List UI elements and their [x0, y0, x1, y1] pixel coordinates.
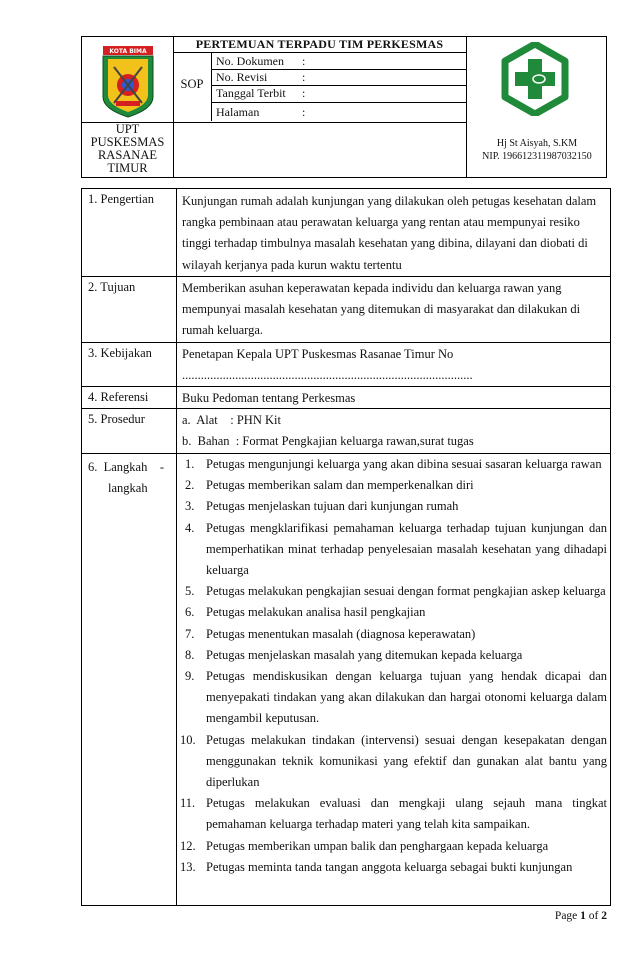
step-number: 8. [185, 647, 195, 662]
step-item [179, 454, 607, 475]
institution-line: TIMUR [107, 161, 148, 175]
divider [176, 189, 177, 905]
page-number [555, 910, 607, 922]
text-line: b. Bahan : Format Pengkajian keluarga rawan,surat tugas [182, 434, 474, 449]
step-number: 4. [185, 520, 195, 535]
text-line: tinggi terhadap timbulnya masalah kesehatan yang dibina, dilayani dan diobati di [182, 236, 588, 251]
step-item [179, 581, 607, 602]
text-line: wilayah kerjanya pada kurun waktu tertentu [182, 257, 402, 272]
step-item [179, 666, 607, 730]
label-line: 6. Langkah - [88, 460, 165, 474]
field-value-halaman: : [302, 105, 306, 119]
step-number: 5. [185, 584, 195, 599]
row-divider [82, 342, 610, 343]
divider [173, 122, 466, 123]
section-text-pengertian [182, 191, 607, 276]
text-line: Memberikan asuhan keperawatan kepada individu dan keluarga rawan yang [182, 281, 562, 295]
page-total: 2 [601, 910, 607, 922]
text-line: a. Alat : PHN Kit [182, 413, 281, 427]
step-text: Petugas melakukan evaluasi dan mengkaji ulang sejauh mana tingkat pemahaman keluarga terhadap materi yang telah kita sampaikan. [206, 796, 607, 832]
page-current: 1 [580, 910, 586, 922]
puskesmas-logo [501, 42, 569, 116]
field-value-no-dokumen: : [302, 54, 306, 68]
step-text: Petugas memberikan umpan balik dan penghargaan kepada keluarga [206, 838, 549, 853]
step-item [179, 496, 607, 517]
section-text-kebijakan [182, 344, 607, 386]
step-text: Petugas menentukan masalah (diagnosa keperawatan) [206, 626, 476, 641]
text-line: Kunjungan rumah adalah kunjungan yang dilakukan oleh petugas kesehatan dalam [182, 194, 597, 208]
row-divider [82, 276, 610, 277]
institution-name [82, 122, 173, 178]
label-line: langkah [108, 481, 148, 496]
field-label-halaman: Halaman [216, 105, 260, 119]
step-item [179, 645, 607, 666]
field-label-no-dokumen: No. Dokumen [216, 54, 284, 68]
step-number: 7. [185, 626, 195, 641]
section-label-pengertian: 1. Pengertian [88, 192, 154, 206]
step-text: Petugas meminta tanda tangan anggota keluarga sebagai bukti kunjungan [206, 859, 573, 874]
row-divider [82, 408, 610, 409]
institution-line: UPT [115, 122, 140, 136]
text-line: rumah keluarga. [182, 323, 263, 338]
row-divider [82, 386, 610, 387]
section-label-tujuan: 2. Tujuan [88, 280, 136, 294]
section-label-prosedur: 5. Prosedur [88, 412, 145, 426]
institution-line: PUSKESMAS [90, 135, 165, 149]
step-number: 6. [185, 605, 195, 620]
step-item [179, 857, 607, 878]
page-of: of [585, 910, 602, 922]
step-text: Petugas mengunjungi keluarga yang akan dibina sesuai sasaran keluarga rawan [206, 457, 602, 471]
step-item [179, 793, 607, 835]
steps-ordered-list [179, 454, 607, 878]
step-number: 2. [185, 478, 195, 493]
step-text: Petugas mengklarifikasi pemahaman keluarga terhadap tujuan kunjungan dan memperhatikan minat terhadap penyelesaian masalah kesehatan yang dihadapi keluarga [206, 520, 607, 578]
step-item [179, 475, 607, 496]
step-text: Petugas mendiskusikan dengan keluarga tujuan yang hendak dicapai dan menyepakati tindakan yang akan dilakukan dan hargai otonomi keluarga dalam mengambil keputusan. [206, 669, 607, 726]
text-line: Buku Pedoman tentang Perkesmas [182, 391, 356, 405]
text-line: ............................................................................................. [182, 368, 473, 383]
signatory-name: Hj St Aisyah, S.KM [496, 138, 578, 149]
divider [173, 37, 174, 177]
institution-line: RASANAE [97, 148, 158, 162]
section-label-referensi: 4. Referensi [88, 390, 149, 404]
step-text: Petugas menjelaskan masalah yang ditemukan kepada keluarga [206, 647, 523, 662]
section-text-referensi [182, 388, 607, 409]
step-text: Petugas menjelaskan tujuan dari kunjungan rumah [206, 499, 459, 514]
field-label-tanggal-terbit: Tanggal Terbit [216, 86, 286, 100]
step-item [179, 518, 607, 582]
sop-label: SOP [180, 77, 204, 91]
text-line: mempunyai masalah kesehatan yang ditemukan di masyarakat dan dilakukan di [182, 302, 581, 317]
sop-content-table [81, 188, 611, 906]
field-label-no-revisi: No. Revisi [216, 70, 268, 84]
step-number: 3. [185, 499, 195, 514]
text-line: Penetapan Kepala UPT Puskesmas Rasanae Timur No [182, 347, 454, 361]
steps-list [179, 454, 607, 878]
text-line: rangka pembinaan atau perawatan keluarga yang rentan atau mempunyai resiko [182, 215, 580, 230]
step-text: Petugas melakukan tindakan (intervensi) sesuai dengan kesepakatan dengan menggunakan teknik komunikasi yang efektif dan gunakan alat bantu yang diperlukan [206, 732, 607, 790]
field-value-tanggal-terbit: : [302, 86, 306, 100]
svg-text:KOTA BIMA: KOTA BIMA [109, 48, 147, 55]
step-text: Petugas memberikan salam dan memperkenalkan diri [206, 478, 474, 493]
divider [211, 52, 212, 121]
kota-bima-logo [100, 45, 156, 119]
section-label-kebijakan: 3. Kebijakan [88, 346, 152, 360]
section-text-tujuan [182, 278, 607, 342]
section-label-langkah [88, 457, 176, 499]
step-item [179, 602, 607, 623]
signatory-nip: NIP. 196612311987032150 [482, 151, 592, 162]
step-text: Petugas melakukan analisa hasil pengkajian [206, 605, 426, 620]
sop-header [81, 36, 607, 178]
step-number: 10. [180, 732, 196, 747]
step-text: Petugas melakukan pengkajian sesuai dengan format pengkajian askep keluarga [206, 584, 606, 599]
step-number: 12. [180, 838, 196, 853]
step-number: 13. [180, 859, 196, 874]
document-title: PERTEMUAN TERPADU TIM PERKESMAS [195, 37, 444, 51]
step-number: 11. [180, 796, 196, 811]
step-number: 9. [185, 669, 195, 684]
step-number: 1. [185, 457, 195, 471]
step-item [179, 730, 607, 794]
field-value-no-revisi: : [302, 70, 306, 84]
step-item [179, 836, 607, 857]
section-text-prosedur [182, 410, 607, 452]
step-item [179, 624, 607, 645]
page-prefix: Page [554, 910, 581, 922]
